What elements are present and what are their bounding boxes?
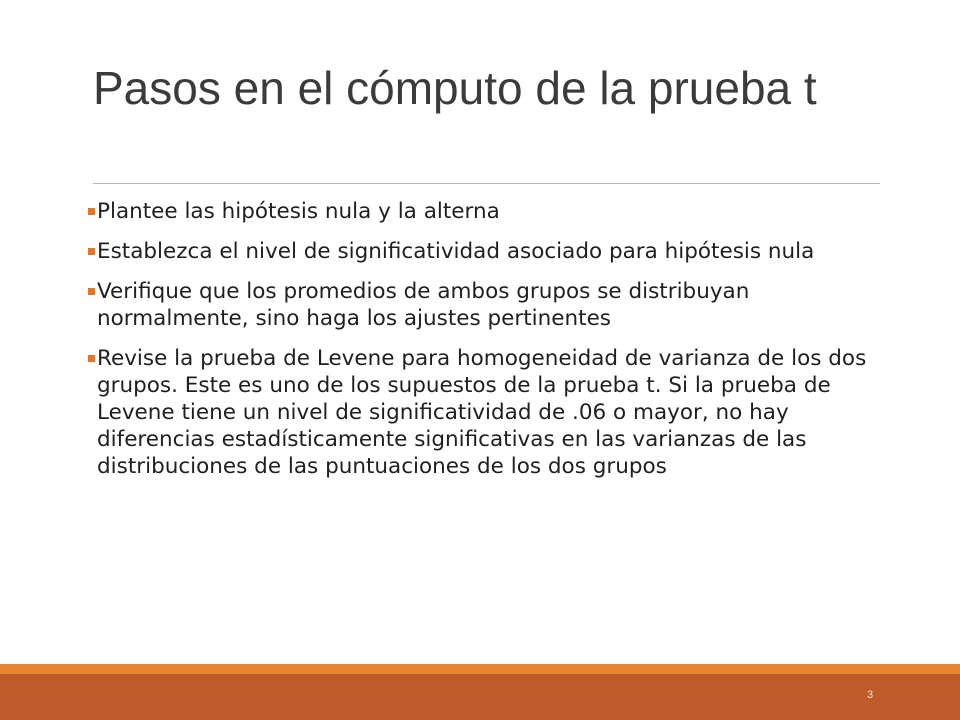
title-divider bbox=[93, 183, 880, 184]
square-bullet-icon bbox=[88, 288, 95, 295]
bullet-item bbox=[88, 345, 888, 480]
slide-title: Pasos en el cómputo de la prueba t bbox=[93, 62, 817, 114]
footer-band bbox=[0, 674, 960, 720]
square-bullet-icon bbox=[88, 248, 95, 255]
bullet-list bbox=[88, 198, 888, 493]
bullet-text: Plantee las hipótesis nula y la alterna bbox=[97, 199, 500, 224]
bullet-item bbox=[88, 278, 888, 332]
bullet-text: Establezca el nivel de significatividad asociado para hipótesis nula bbox=[97, 239, 815, 264]
bullet-text: Verifique que los promedios de ambos grupos se distribuyan normalmente, sino haga los ajustes pertinentes bbox=[97, 279, 750, 331]
bullet-text: Revise la prueba de Levene para homogeneidad de varianza de los dos grupos. Este es uno de los supuestos de la prueba t. Si la prueba de Levene tiene un nivel de significatividad de .06 o mayor, no hay diferencias estadísticamente significativas en las varianzas de las distribuciones de las puntuaciones de los dos grupos bbox=[97, 346, 867, 479]
square-bullet-icon bbox=[88, 355, 95, 362]
page-number: 3 bbox=[866, 689, 874, 701]
bullet-item bbox=[88, 198, 888, 225]
bullet-item bbox=[88, 238, 888, 265]
footer-accent-stripe bbox=[0, 664, 960, 674]
square-bullet-icon bbox=[88, 208, 95, 215]
